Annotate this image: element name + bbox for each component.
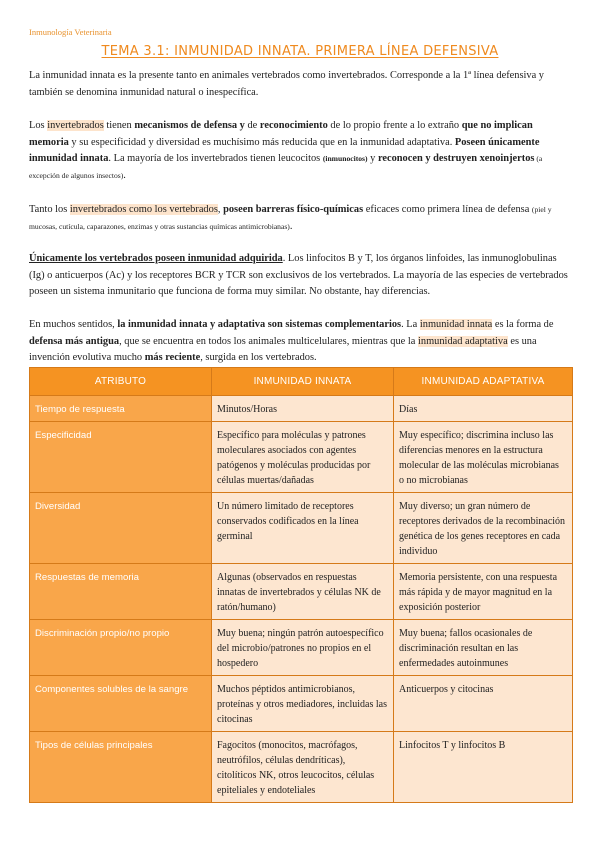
paragraph-complementarios [29, 317, 569, 367]
bold-text: Poseen únicamente inmunidad innata [29, 136, 540, 164]
highlight-invertebrados-vertebrados: invertebrados como los vertebrados [69, 204, 218, 215]
attribute-cell: Diversidad [30, 493, 212, 564]
text: . [123, 169, 126, 181]
adaptive-cell: Muy buena; fallos ocasionales de discriminación resultan en las enfermedades autoinmunes [394, 620, 573, 676]
adaptive-cell: Días [394, 396, 573, 422]
attribute-cell: Tiempo de respuesta [30, 396, 212, 422]
adaptive-cell: Memoria persistente, con una respuesta más rápida y de mayor magnitud en la exposición posterior [394, 564, 573, 620]
bold-text: reconocimiento [259, 120, 328, 131]
paragraph-invertebrados [29, 118, 569, 184]
table-header-row [30, 368, 573, 396]
bold-underlined-text: Únicamente los vertebrados poseen inmunidad adquirida [29, 253, 283, 264]
text: Tanto los [29, 204, 70, 215]
adaptive-cell: Linfocitos T y linfocitos B [394, 732, 573, 803]
running-head: Inmunología Veterinaria [29, 27, 112, 37]
table-row [30, 493, 573, 564]
highlight-invertebrados: invertebrados [47, 120, 104, 131]
text: . [289, 220, 293, 232]
small-text: (piel y mucosas, cutícula, caparazones, enzimas y otras sustancias químicas antimicrobianas) [29, 205, 552, 231]
attribute-cell: Respuestas de memoria [30, 564, 212, 620]
innate-cell: Un número limitado de receptores conservados codificados en la línea germinal [212, 493, 394, 564]
page-title: TEMA 3.1: INMUNIDAD INNATA. PRIMERA LÍNEA DEFENSIVA [101, 44, 499, 59]
highlight-inmunidad-adaptativa: inmunidad adaptativa [418, 335, 508, 347]
header-atributo: ATRIBUTO [30, 368, 212, 396]
header-inmunidad-adaptativa: INMUNIDAD ADAPTATIVA [394, 368, 573, 396]
text: En muchos sentidos, [29, 319, 118, 330]
attribute-cell: Tipos de células principales [30, 732, 212, 803]
innate-cell: Minutos/Horas [212, 396, 394, 422]
text: eficaces como primera línea de defensa [363, 204, 532, 215]
comparison-table [29, 367, 573, 803]
attribute-cell: Especificidad [30, 422, 212, 493]
table-row [30, 422, 573, 493]
header-inmunidad-innata: INMUNIDAD INNATA [212, 368, 394, 396]
text: de lo propio frente a lo extraño [327, 120, 462, 131]
innate-cell: Fagocitos (monocitos, macrófagos, neutrófilos, células dendríticas), citolíticos NK, otros leucocitos, células epiteliales y endoteliales [212, 732, 394, 803]
table-row [30, 396, 573, 422]
bold-text: defensa más antigua [29, 335, 120, 347]
text: y su especificidad y diversidad es muchísimo más reducida que en la inmunidad adaptativa. [68, 136, 455, 148]
bold-small-text: (inmunocitos) [322, 154, 368, 163]
innate-cell: Específico para moléculas y patrones moleculares asociados con agentes patógenos y moléculas producidas por células muertas/dañadas [212, 422, 394, 493]
table-row [30, 732, 573, 803]
paragraph-barreras [29, 202, 569, 235]
text: . La mayoría de los invertebrados tienen leucocitos [108, 153, 323, 164]
small-text: (a excepción de algunos insectos) [29, 154, 543, 180]
table-row [30, 676, 573, 732]
text: tienen [103, 120, 135, 131]
bold-text: poseen barreras físico-químicas [223, 204, 364, 215]
innate-cell: Muy buena; ningún patrón autoespecífico del microbio/patrones no propios en el hospedero [212, 620, 394, 676]
text: , que se encuentra en todos los animales multicelulares, mientras que la [119, 335, 418, 347]
text: de [244, 120, 260, 131]
highlight-inmunidad-innata: inmunidad innata [419, 319, 493, 330]
attribute-cell: Discriminación propio/no propio [30, 620, 212, 676]
adaptive-cell: Muy específico; discrimina incluso las diferencias menores en la estructura molecular de las moléculas microbianas o no microbianas [394, 422, 573, 493]
text: . Los linfocitos B y T, los órganos linfoides, las inmunoglobulinas (Ig) o anticuerpos (Ac) y los receptores BCR y TCR son exclusivos de los vertebrados. La mayoría de las especies de vertebrados poseen un sistema inmunitario que funciona de forma muy similar. No obstante, hay diferencias. [29, 253, 568, 297]
text: , surgida en los vertebrados. [200, 352, 317, 363]
text: es una invención evolutiva mucho [29, 335, 537, 363]
table-row [30, 620, 573, 676]
text: La inmunidad innata es la presente tanto en animales vertebrados como invertebrados. Corresponde a la 1ª línea defensiva y también se denomina inmunidad natural o inespecífica. [29, 70, 545, 98]
paragraph-vertebrados [29, 251, 569, 301]
table-row [30, 564, 573, 620]
bold-text: más reciente [144, 352, 201, 363]
paragraph-intro [29, 68, 569, 101]
adaptive-cell: Anticuerpos y citocinas [394, 676, 573, 732]
text: y [367, 153, 378, 164]
text: es la forma de [492, 319, 554, 330]
text: , [217, 204, 224, 215]
attribute-cell: Componentes solubles de la sangre [30, 676, 212, 732]
innate-cell: Muchos péptidos antimicrobianos, proteínas y otros mediadores, incluidas las citocinas [212, 676, 394, 732]
text: Los [29, 120, 48, 131]
bold-text: mecanismos de defensa y [134, 120, 245, 131]
text: . La [401, 319, 420, 330]
bold-text: reconocen y destruyen xenoinjertos [377, 153, 535, 164]
bold-text: la inmunidad innata y adaptativa son sistemas complementarios [117, 319, 402, 330]
innate-cell: Algunas (observados en respuestas innatas de invertebrados y células NK de ratón/humano) [212, 564, 394, 620]
adaptive-cell: Muy diverso; un gran número de receptores derivados de la recombinación genética de los genes receptores en cada individuo [394, 493, 573, 564]
bold-text: que no implican memoria [29, 120, 533, 148]
